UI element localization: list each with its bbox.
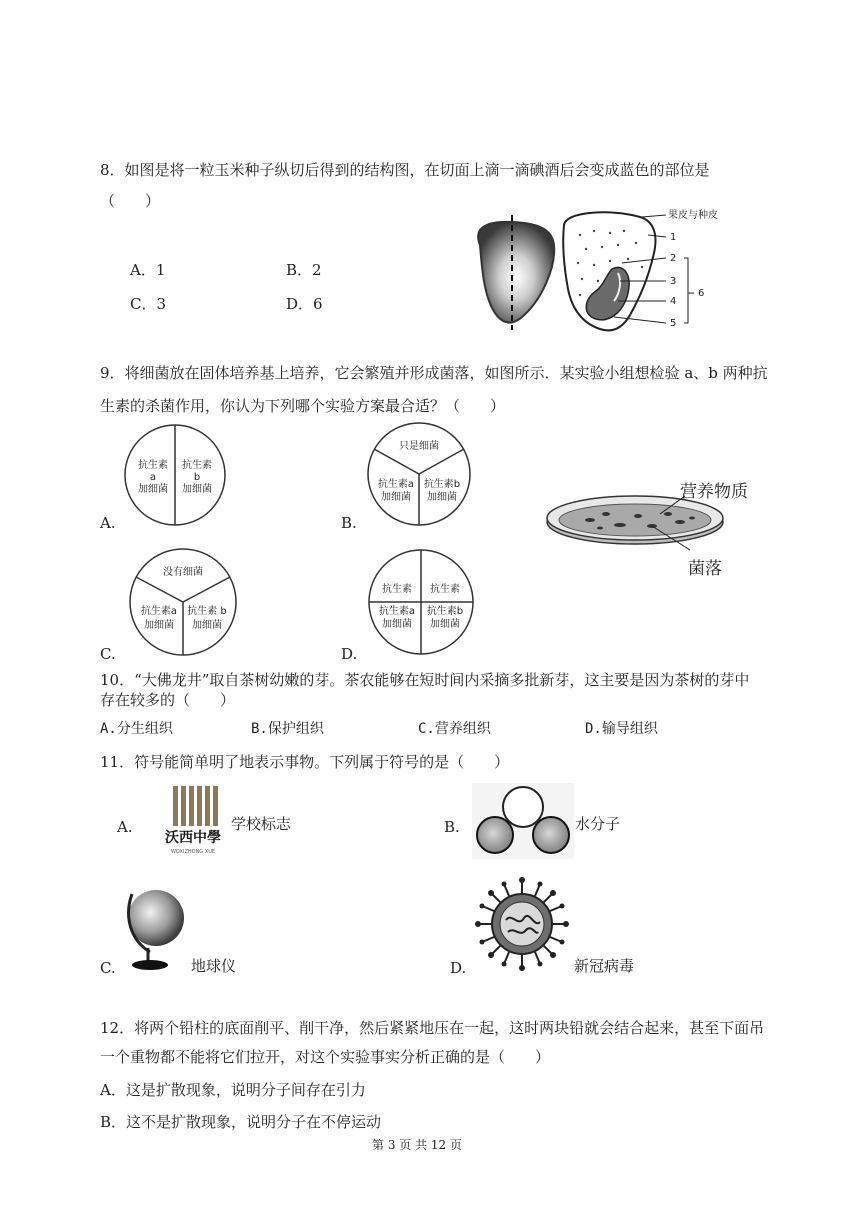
water-molecule-image[interactable] (472, 783, 574, 859)
q12-stem-line2: 一个重物都不能将它们拉开，对这个实验事实分析正确的是（ ） (100, 1048, 551, 1066)
dish-b-right-1: 抗生素b (423, 479, 461, 490)
dish-a[interactable] (123, 423, 227, 527)
q10-stem-line2: 存在较多的（ ） (100, 691, 236, 709)
dish-d-bottom-right-1: 抗生素b (426, 606, 464, 617)
dish-b-left-2: 加细菌 (381, 492, 411, 503)
page-number: 第 3 页 共 12 页 (372, 1138, 462, 1152)
dish-c-left-2: 加细菌 (144, 620, 174, 631)
q10-option-c[interactable]: C.营养组织 (418, 721, 491, 737)
q8-option-a[interactable]: A．1 (130, 261, 166, 279)
q12-option-b[interactable]: B．这不是扩散现象，说明分子在不停运动 (100, 1113, 382, 1131)
corn-seed-figure (462, 205, 732, 345)
q10-option-b[interactable]: B.保护组织 (251, 721, 324, 737)
dish-b-left-1: 抗生素a (377, 479, 415, 490)
q12-stem-line1: 12．将两个铅柱的底面削平、削干净，然后紧紧地压在一起，这时两块铅就会结合起来，甚至下面吊 (100, 1019, 765, 1037)
seed-label-6: 6 (698, 288, 705, 299)
dish-c-right-2: 加细菌 (192, 620, 222, 631)
dish-d[interactable] (367, 548, 475, 656)
q10-option-a[interactable]: A.分生组织 (100, 721, 173, 737)
corn-seed-whole (478, 222, 554, 323)
petri-dish-figure (540, 470, 780, 585)
q11-stem: 11．符号能简单明了地表示事物。下列属于符号的是（ ） (100, 753, 510, 771)
dish-d-bottom-left-2: 加细菌 (382, 619, 412, 630)
q10-stem-line1: 10．“大佛龙井”取自茶树幼嫩的芽。茶农能够在短时间内采摘多批新芽，这主要是因为茶树的芽中 (100, 671, 750, 689)
q12-option-a[interactable]: A．这是扩散现象，说明分子间存在引力 (100, 1081, 366, 1099)
seed-label-1: 1 (670, 232, 677, 243)
q9-stem-line1: 9．将细菌放在固体培养基上培养，它会繁殖并形成菌落，如图所示．某实验小组想检验 a、b 两种抗 (100, 364, 768, 382)
seed-label-2: 2 (670, 253, 677, 264)
dish-a-left-3: 加细菌 (138, 484, 168, 495)
q11-option-d[interactable]: D. (450, 959, 467, 977)
q8-option-d[interactable]: D．6 (286, 295, 323, 313)
q9-option-c[interactable]: C. (100, 645, 116, 663)
school-logo-name: 沃西中學 (165, 830, 221, 846)
seed-label-4: 4 (670, 296, 677, 307)
q11-option-d-text: 新冠病毒 (574, 957, 635, 975)
dish-d-bottom-right-2: 加细菌 (430, 619, 460, 630)
dish-a-right-2: b (193, 472, 201, 483)
q9-option-d[interactable]: D. (341, 645, 358, 663)
q9-option-a[interactable]: A. (100, 514, 116, 532)
q11-option-b[interactable]: B. (444, 818, 460, 836)
school-logo-image[interactable] (153, 780, 233, 860)
dish-c-right-1: 抗生素 b (187, 606, 227, 617)
q11-option-c[interactable]: C. (100, 959, 116, 977)
school-logo-sub: WOXIZHONG XUE (170, 849, 216, 855)
dish-a-left-2: a (149, 472, 157, 483)
q11-option-b-text: 水分子 (575, 815, 621, 833)
petri-label-colony: 菌落 (688, 559, 722, 579)
q11-option-a-text: 学校标志 (231, 815, 292, 833)
q11-option-c-text: 地球仪 (191, 957, 237, 975)
dish-b[interactable] (366, 421, 472, 527)
seed-label-3: 3 (670, 276, 677, 287)
q9-stem-line2: 生素的杀菌作用，你认为下列哪个实验方案最合适？（ ） (100, 397, 506, 415)
q9-option-b[interactable]: B. (341, 514, 357, 532)
dish-d-bottom-left-1: 抗生素a (378, 606, 416, 617)
dish-a-right-3: 加细菌 (182, 484, 212, 495)
dish-a-left-1: 抗生素 (138, 460, 168, 471)
dish-c-top: 没有细菌 (163, 567, 203, 578)
dish-c-left-1: 抗生素a (140, 606, 178, 617)
dish-d-top-left: 抗生素 (382, 584, 412, 595)
seed-label-5: 5 (670, 318, 677, 329)
q8-paren: （ ） (100, 192, 161, 210)
dish-a-right-1: 抗生素 (182, 460, 212, 471)
dish-b-right-2: 加细菌 (427, 492, 457, 503)
virus-image[interactable] (474, 876, 570, 972)
seed-label-top: 果皮与种皮 (668, 210, 718, 221)
q8-stem: 8．如图是将一粒玉米种子纵切后得到的结构图，在切面上滴一滴碘酒后会变成蓝色的部位是 (100, 161, 710, 179)
q8-option-c[interactable]: C．3 (130, 295, 167, 313)
dish-c[interactable] (128, 547, 238, 657)
petri-label-nutrient: 营养物质 (680, 482, 748, 502)
q10-option-d[interactable]: D.输导组织 (585, 721, 658, 737)
q11-option-a[interactable]: A. (117, 818, 133, 836)
dish-b-top: 只是细菌 (399, 441, 439, 452)
dish-d-top-right: 抗生素 (430, 584, 460, 595)
q8-option-b[interactable]: B．2 (286, 261, 322, 279)
globe-image[interactable] (124, 882, 186, 972)
